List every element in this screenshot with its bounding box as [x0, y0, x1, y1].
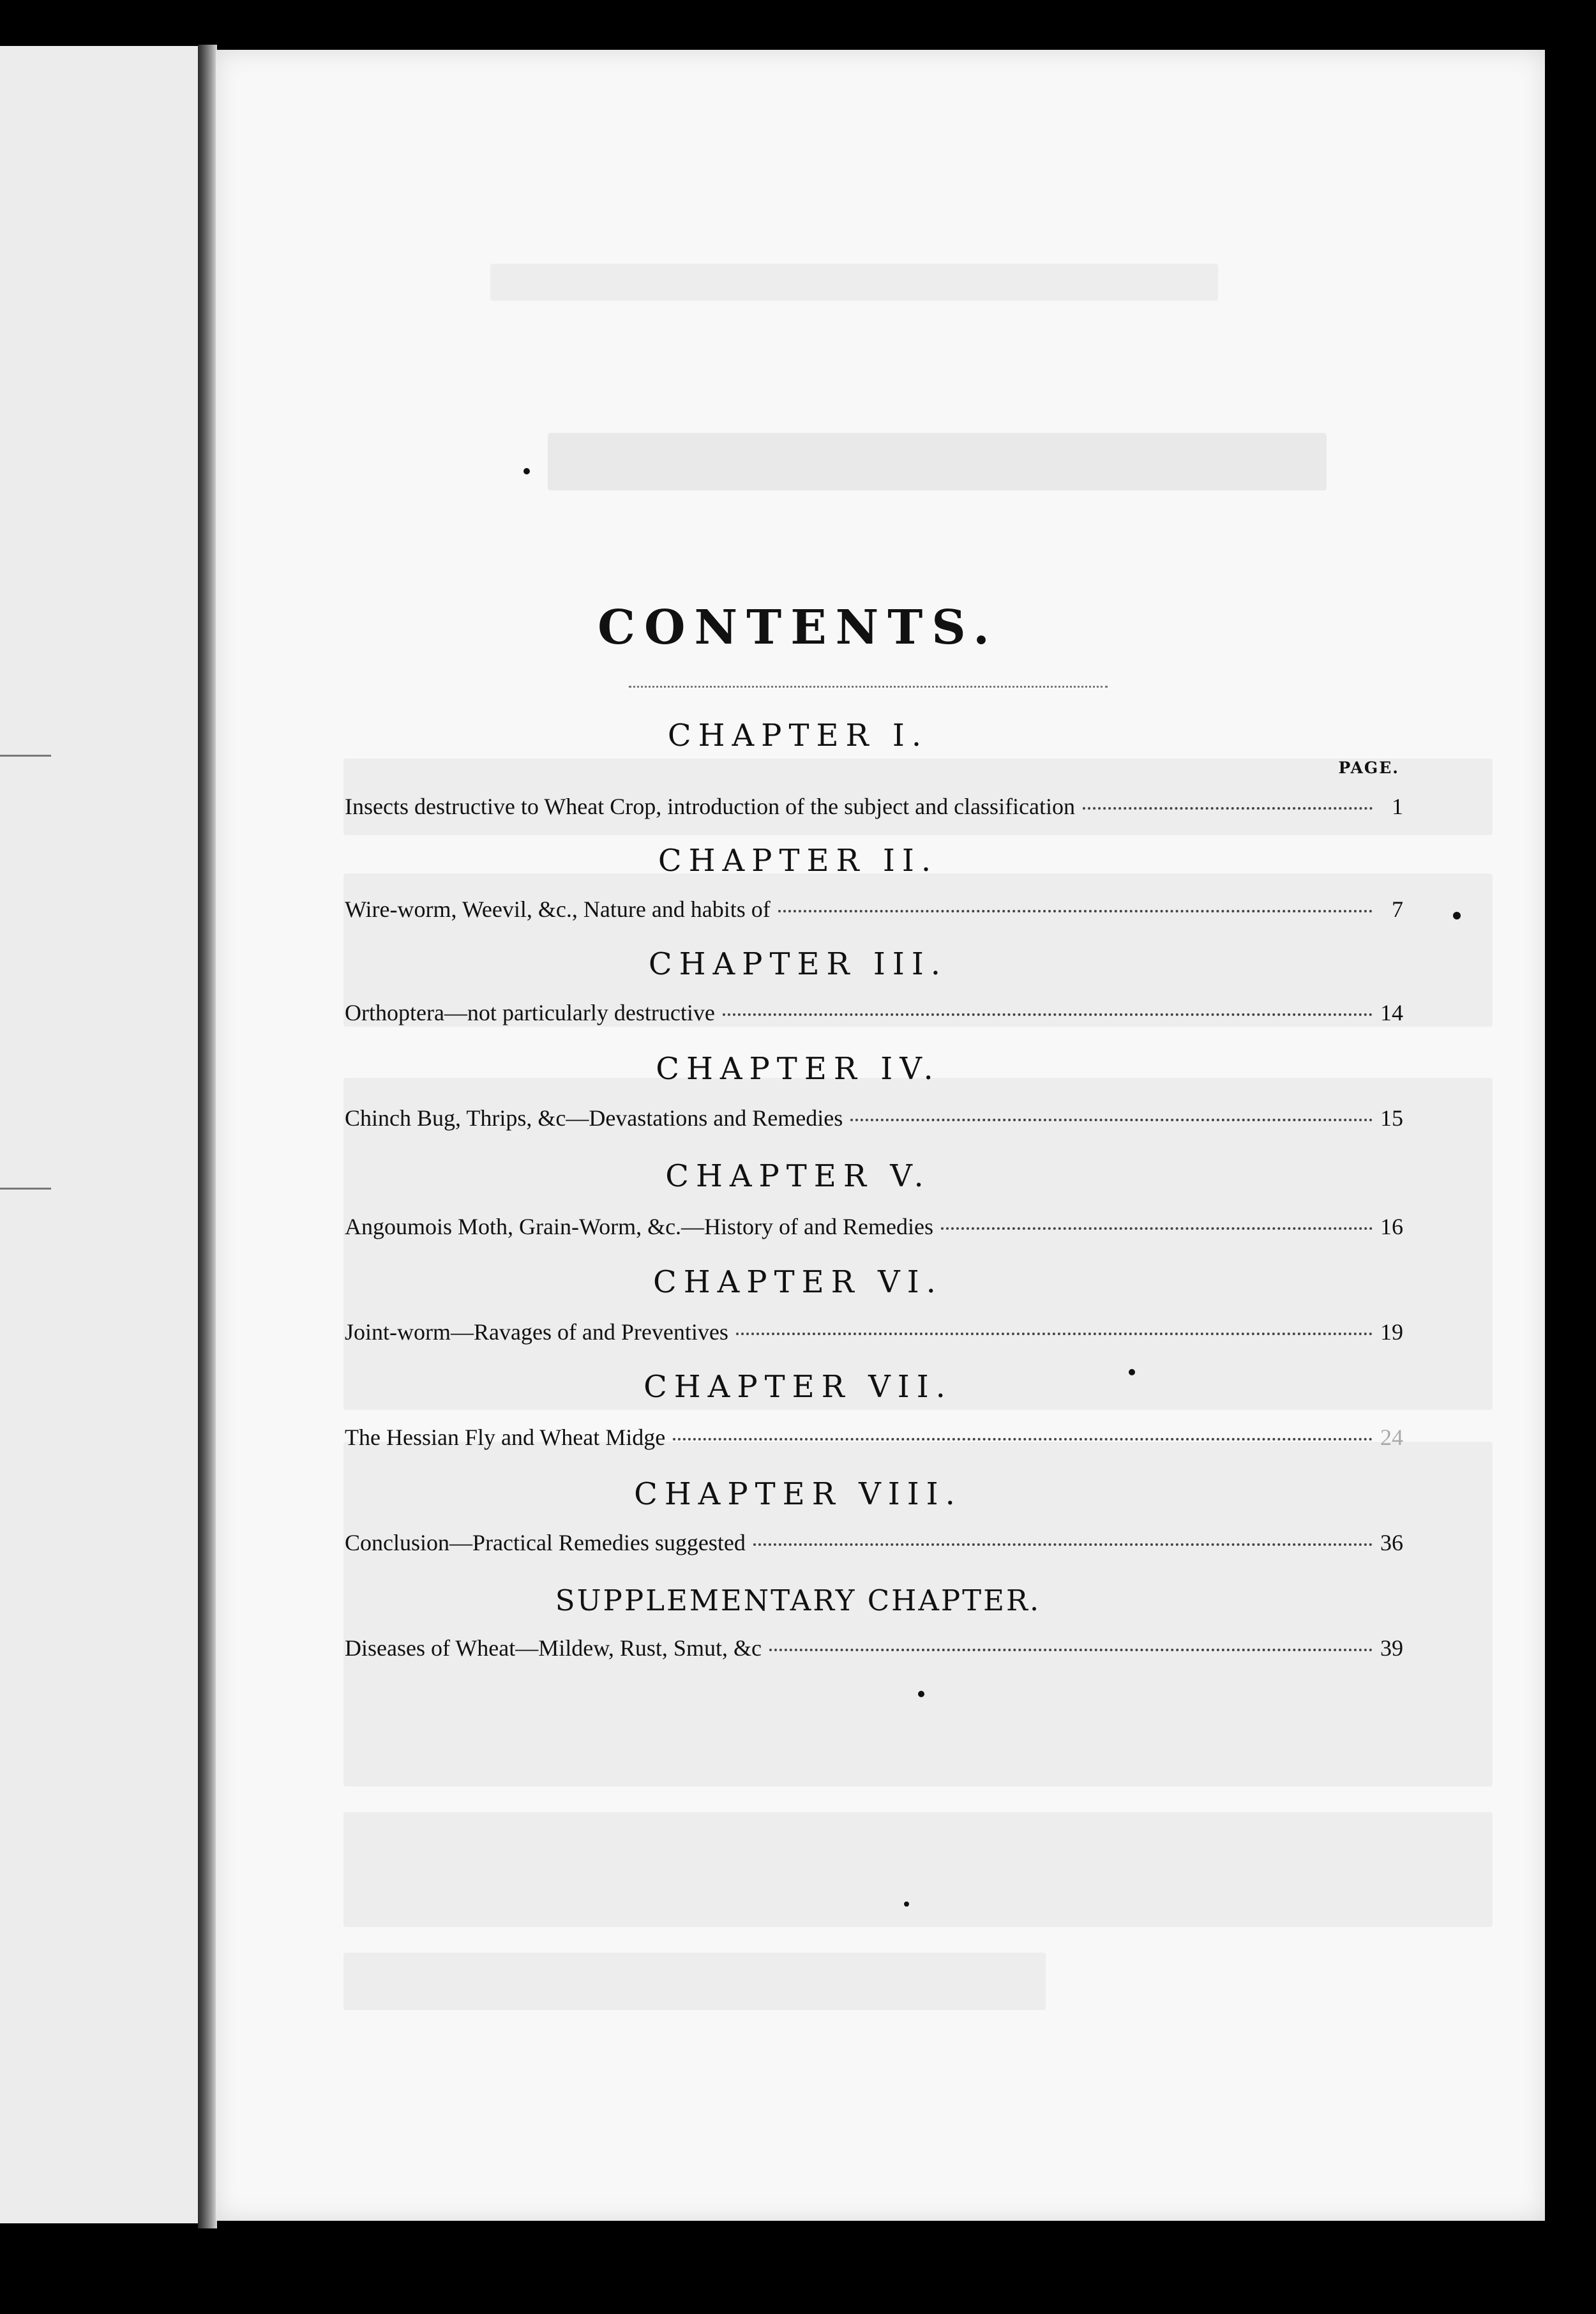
contents-page	[216, 50, 1545, 2221]
chapter-heading: CHAPTER II.	[658, 843, 938, 879]
toc-page-number: 1	[1392, 794, 1403, 819]
toc-entry-text: Joint-worm—Ravages of and Preventives	[345, 1319, 728, 1345]
dot-leader	[723, 1013, 1373, 1016]
chapter-heading: CHAPTER IV.	[656, 1051, 940, 1087]
toc-entry[interactable]	[345, 999, 1403, 1026]
toc-entry-text: Chinch Bug, Thrips, &c—Devastations and Remedies	[345, 1105, 843, 1131]
chapter-heading: SUPPLEMENTARY CHAPTER.	[555, 1584, 1041, 1617]
toc-entry-text: Angoumois Moth, Grain-Worm, &c.—History of and Remedies	[345, 1214, 933, 1239]
toc-entry-text: Insects destructive to Wheat Crop, introduction of the subject and classification	[345, 794, 1076, 819]
dot-leader	[850, 1119, 1373, 1121]
toc-entry-text: The Hessian Fly and Wheat Midge	[345, 1425, 666, 1450]
dot-leader	[673, 1438, 1373, 1441]
toc-entry[interactable]	[345, 896, 1403, 923]
ink-speck	[523, 468, 530, 474]
chapter-heading: CHAPTER V.	[665, 1158, 931, 1194]
contents-title: CONTENTS.	[598, 600, 998, 655]
ink-speck	[904, 1902, 909, 1907]
toc-page-number: 24	[1380, 1425, 1403, 1450]
chapter-heading: CHAPTER I.	[667, 718, 929, 753]
toc-entry[interactable]	[345, 1529, 1403, 1556]
show-through-bleed	[216, 50, 1545, 2221]
ink-speck	[918, 1691, 924, 1697]
dot-leader	[1083, 807, 1373, 810]
toc-entry-text: Orthoptera—not particularly destructive	[345, 1000, 715, 1025]
dot-leader	[753, 1543, 1373, 1546]
toc-entry[interactable]	[345, 1105, 1403, 1131]
toc-entry[interactable]	[345, 793, 1403, 820]
toc-page-number: 7	[1392, 896, 1403, 922]
toc-entry[interactable]	[345, 1424, 1403, 1451]
chapter-heading: CHAPTER VII.	[644, 1369, 952, 1405]
toc-page-number: 39	[1380, 1635, 1403, 1661]
toc-page-number: 19	[1380, 1319, 1403, 1345]
toc-page-number: 16	[1380, 1214, 1403, 1239]
book-gutter	[198, 45, 217, 2228]
chapter-heading: CHAPTER VIII.	[634, 1476, 962, 1512]
toc-entry-text: Wire-worm, Weevil, &c., Nature and habits of	[345, 896, 771, 922]
toc-entry[interactable]	[345, 1319, 1403, 1345]
dot-leader	[941, 1227, 1373, 1230]
dot-leader	[736, 1333, 1373, 1335]
dot-leader	[769, 1649, 1373, 1651]
toc-page-number: 36	[1380, 1530, 1403, 1555]
toc-entry[interactable]	[345, 1213, 1403, 1240]
page-column-header: PAGE.	[1338, 759, 1399, 777]
ink-speck	[1453, 912, 1461, 919]
toc-page-number: 14	[1380, 1000, 1403, 1025]
dot-leader	[778, 910, 1373, 912]
chapter-heading: CHAPTER III.	[648, 946, 948, 982]
toc-entry[interactable]	[345, 1635, 1403, 1661]
title-divider	[629, 686, 1108, 688]
toc-entry-text: Conclusion—Practical Remedies suggested	[345, 1530, 746, 1555]
facing-page-rule	[0, 755, 51, 757]
toc-entry-text: Diseases of Wheat—Mildew, Rust, Smut, &c	[345, 1635, 762, 1661]
facing-page-edge	[0, 46, 203, 2223]
toc-page-number: 15	[1380, 1105, 1403, 1131]
chapter-heading: CHAPTER VI.	[653, 1264, 943, 1300]
